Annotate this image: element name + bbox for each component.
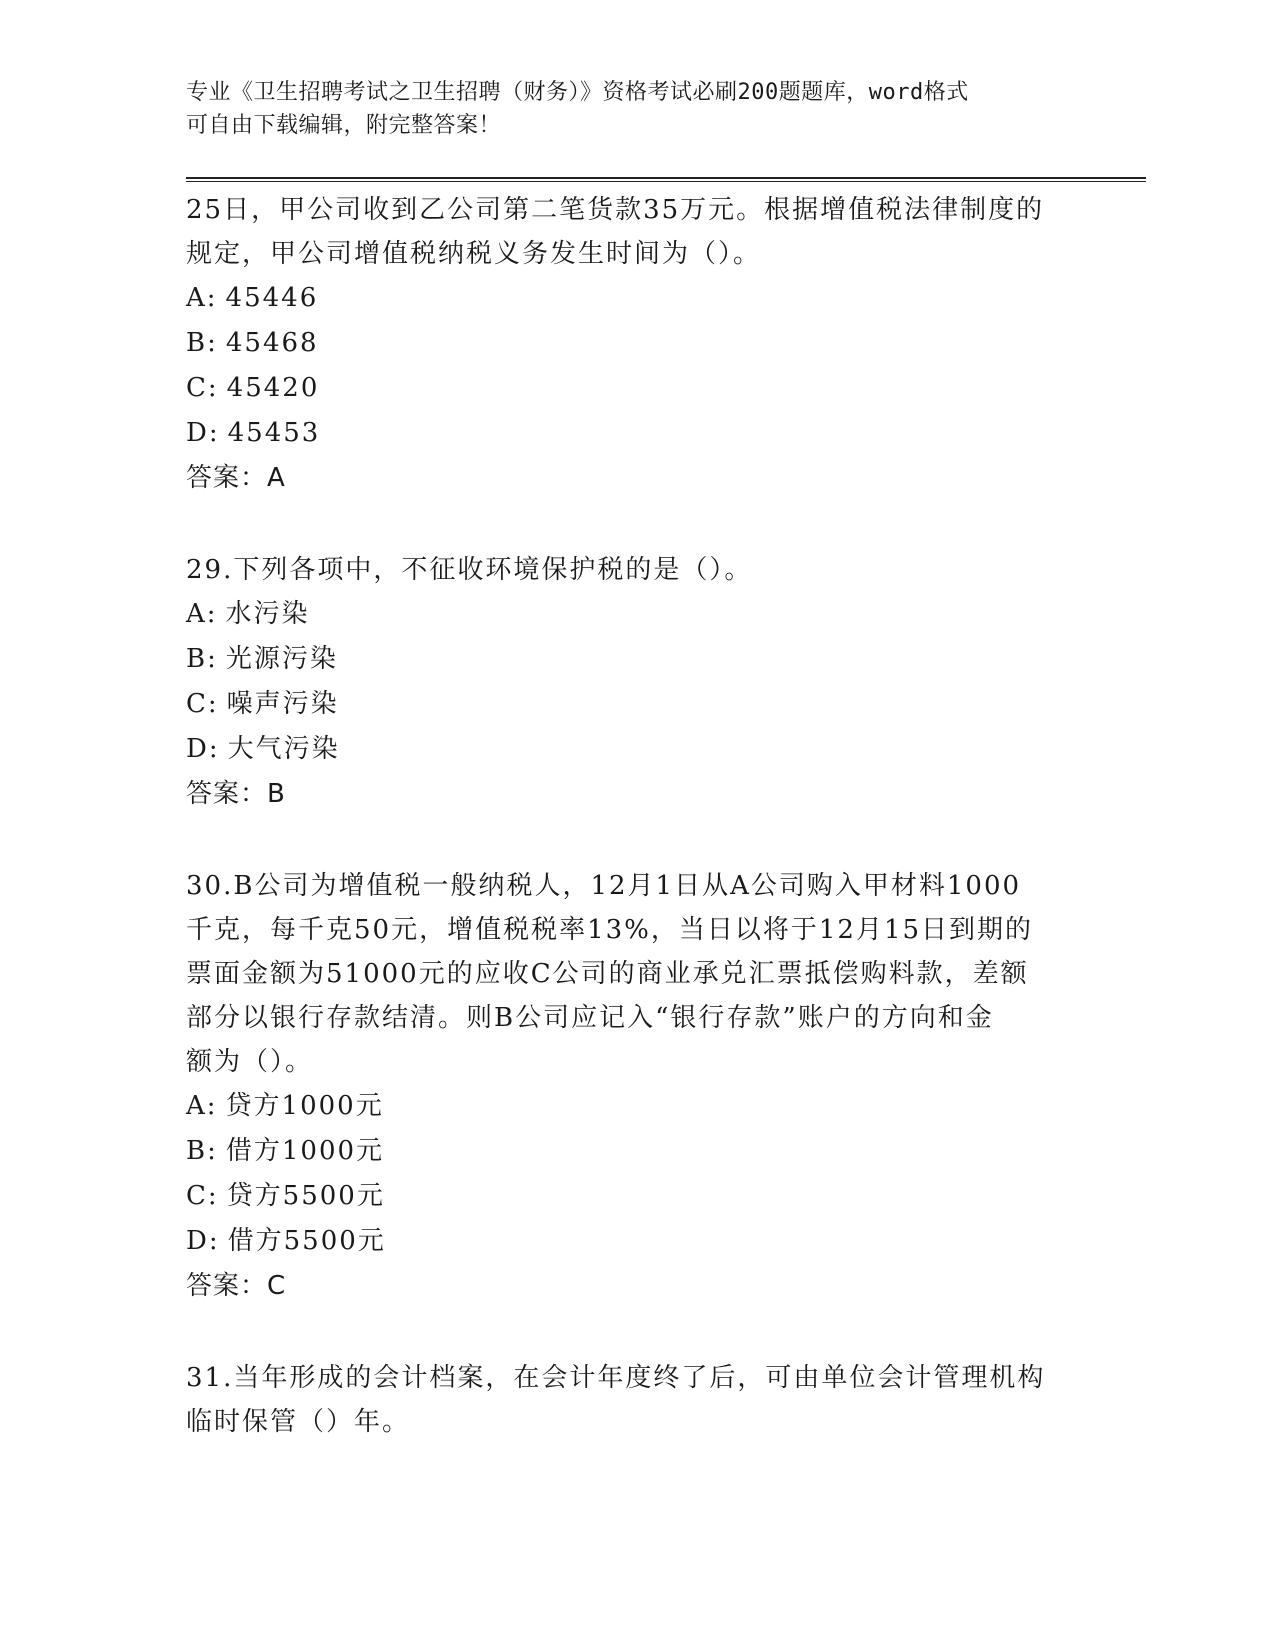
option-b [186,637,1086,682]
header-line-1: 专业《卫生招聘考试之卫生招聘（财务）》资格考试必刷200题题库，word格式 [186,80,969,105]
question-text [186,548,1086,592]
option-d [186,411,1086,456]
option-label: A: [186,283,218,313]
question-line: 规定，甲公司增值税纳税义务发生时间为（）。 [186,239,762,269]
question-line: 31.当年形成的会计档案，在会计年度终了后，可由单位会计管理机构 [186,1363,1046,1393]
option-value: 大气污染 [227,734,340,764]
option-value: 45453 [227,418,321,448]
option-c [186,682,1086,727]
option-label: D: [186,1226,220,1256]
option-value: 45446 [225,283,319,313]
question-block [186,188,1086,501]
question-line: 29.下列各项中，不征收环境保护税的是（）。 [186,555,753,585]
answer-line: 答案：A [186,463,286,493]
option-value: 水污染 [225,599,310,629]
option-c [186,366,1086,411]
question-line: 临时保管（）年。 [186,1407,411,1437]
option-a [186,1084,1086,1129]
option-label: D: [186,418,220,448]
option-a [186,276,1086,321]
option-label: A: [186,1091,218,1121]
question-line: 30.B公司为增值税一般纳税人，12月1日从A公司购入甲材料1000 [186,871,1022,901]
question-text [186,864,1086,1084]
question-text [186,1356,1086,1444]
option-a [186,592,1086,637]
question-line: 部分以银行存款结清。则B公司应记入“银行存款”账户的方向和金 [186,1003,994,1033]
option-label: C: [186,689,219,719]
question-line: 额为（）。 [186,1047,314,1077]
option-d [186,1219,1086,1264]
question-block [186,864,1086,1309]
option-label: C: [186,1181,219,1211]
option-b [186,321,1086,366]
option-value: 贷方5500元 [226,1181,385,1211]
option-label: C: [186,373,219,403]
option-label: B: [186,644,218,674]
question-line: 票面金额为51000元的应收C公司的商业承兑汇票抵偿购料款，差额 [186,959,1029,989]
answer-line: 答案：C [186,1271,287,1301]
question-block [186,548,1086,817]
question-line: 25日，甲公司收到乙公司第二笔货款35万元。根据增值税法律制度的 [186,195,1045,225]
option-value: 噪声污染 [226,689,339,719]
option-b [186,1129,1086,1174]
document-header [186,76,1146,142]
header-divider [186,177,1146,182]
option-label: D: [186,734,220,764]
option-label: B: [186,328,218,358]
question-text [186,188,1086,276]
option-c [186,1174,1086,1219]
answer-line: 答案：B [186,779,286,809]
question-block [186,1356,1086,1444]
header-line-2: 可自由下载编辑，附完整答案！ [186,113,502,138]
option-value: 45420 [226,373,320,403]
document-body [186,188,1086,1491]
option-value: 借方1000元 [225,1136,385,1166]
option-d [186,727,1086,772]
option-label: A: [186,599,218,629]
option-value: 借方5500元 [227,1226,386,1256]
option-label: B: [186,1136,218,1166]
option-value: 光源污染 [225,644,338,674]
option-value: 45468 [225,328,319,358]
option-value: 贷方1000元 [225,1091,384,1121]
question-line: 千克，每千克50元，增值税税率13%，当日以将于12月15日到期的 [186,915,1034,945]
